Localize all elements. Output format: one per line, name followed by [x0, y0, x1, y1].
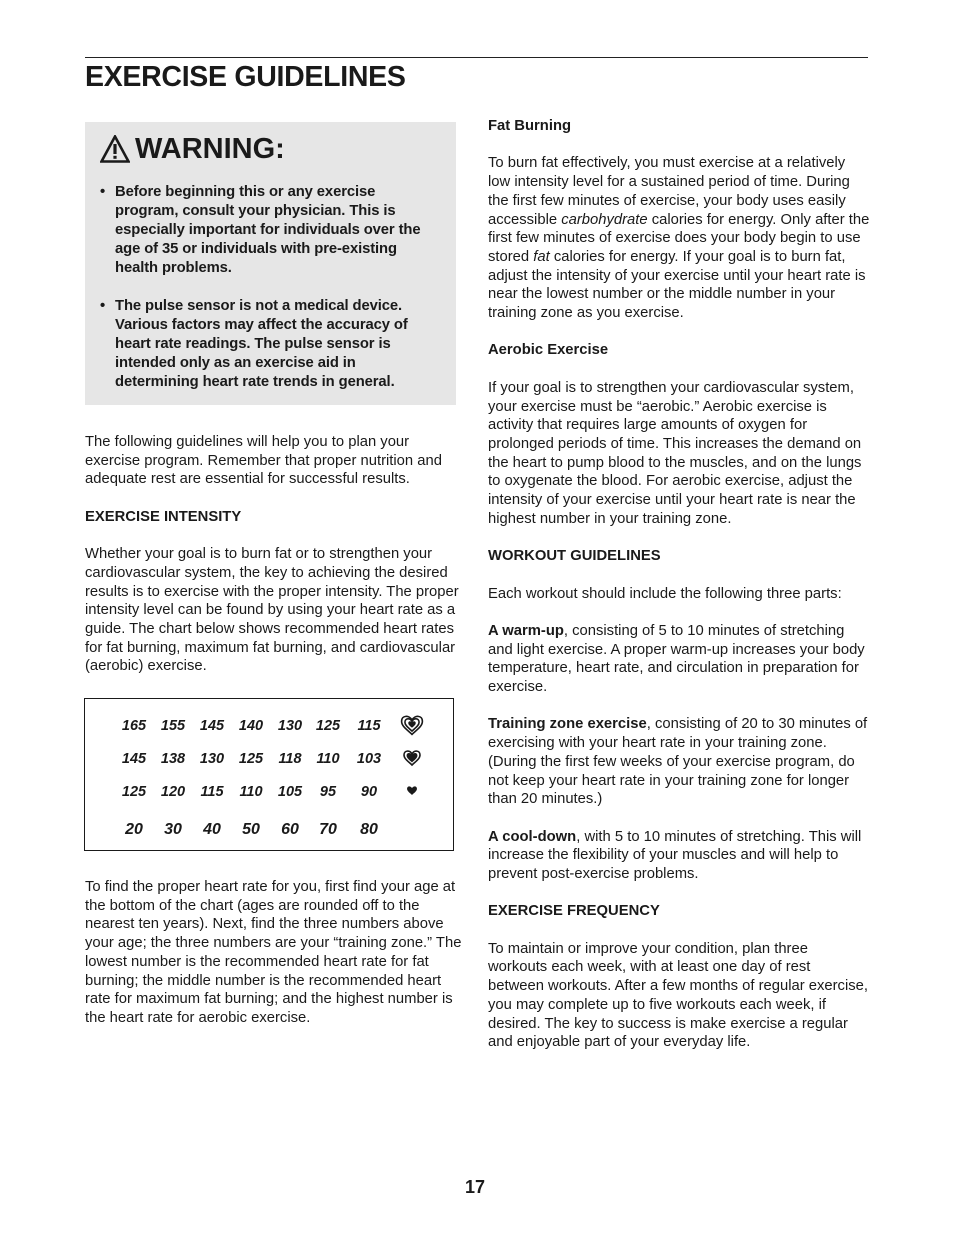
cooldown-text: , with 5 to 10 minutes of stretching. This will increase the flexibility of your muscles and will help to prevent post-exercise problems.	[488, 828, 862, 882]
heart-rate-value: 140	[238, 718, 264, 734]
left-column	[85, 122, 466, 676]
heart-rate-value: 125	[315, 718, 341, 734]
warning-header	[100, 133, 285, 165]
chart-explanation	[85, 878, 470, 1028]
heart-rate-value: 95	[319, 784, 337, 800]
warning-title: WARNING:	[135, 133, 285, 165]
heart-rate-value: 105	[277, 784, 303, 800]
heart-rate-value: 165	[121, 718, 147, 734]
heart-rate-value: 145	[199, 718, 225, 734]
workout-guidelines-heading: WORKOUT GUIDELINES	[488, 548, 661, 565]
exercise-intensity-heading: EXERCISE INTENSITY	[85, 508, 242, 525]
heart-rate-value: 145	[121, 751, 147, 767]
heart-small-icon	[407, 786, 417, 795]
heart-rate-chart-svg	[85, 699, 452, 849]
warmup-paragraph	[488, 622, 870, 697]
fat-burning-paragraph	[488, 154, 870, 322]
fat-text-1: To burn fat effectively, you must exercise at a relatively low intensity level for a sustained period of time. During the first few minutes of exercise, your body uses easily accessible	[488, 155, 850, 228]
heart-rate-value: 125	[238, 751, 264, 767]
warning-item	[100, 183, 440, 278]
training-zone-bold: Training zone exercise	[488, 716, 647, 733]
bullet: •	[100, 184, 106, 200]
exercise-frequency-paragraph: To maintain or improve your condition, plan three workouts each week, with at least one day of rest between workouts. After a few months of regular exercise, you may complete up to five workouts each week, if desired. The key to success is make exercise a regular and enjoyable part of your everyday life.	[488, 940, 868, 1051]
warning-item-text: Before beginning this or any exercise program, consult your physician. This is especially important for individuals over the age of 35 or individuals with pre-existing health problems.	[115, 184, 421, 276]
exercise-intensity-paragraph: Whether your goal is to burn fat or to strengthen your cardiovascular system, the key to achieving the desired results is to exercise with the proper intensity. The proper intensity level can be found by using your heart rate as a guide. The chart below shows recommended heart rates for fat burning, maximum fat burning, and cardiovascular (aerobic) exercise.	[85, 546, 459, 675]
page-title: EXERCISE GUIDELINES	[85, 61, 406, 93]
fat-em-carbohydrate: carbohydrate	[561, 211, 648, 228]
heart-rate-value: 138	[160, 751, 186, 767]
warning-item	[100, 297, 440, 392]
cooldown-paragraph	[488, 828, 870, 884]
heart-rate-value: 118	[278, 751, 302, 767]
heart-rate-value: 115	[200, 784, 224, 800]
warmup-text: , consisting of 5 to 10 minutes of stretching and light exercise. A proper warm-up increases your body temperature, heart rate, and circulation in preparation for exercise.	[488, 622, 865, 695]
heart-large-icon	[402, 716, 423, 734]
heart-rate-value: 90	[360, 784, 378, 800]
heart-rate-value: 130	[199, 751, 225, 767]
heart-rate-value: 125	[121, 784, 147, 800]
age-label: 70	[319, 821, 337, 838]
heart-rate-chart	[84, 698, 454, 851]
age-label: 30	[164, 821, 182, 838]
heart-rate-value: 115	[357, 718, 381, 734]
bullet: •	[100, 298, 106, 314]
age-label: 60	[281, 821, 299, 838]
heart-medium-icon	[404, 751, 420, 765]
aerobic-heading: Aerobic Exercise	[488, 342, 609, 359]
workout-intro: Each workout should include the following three parts:	[488, 585, 842, 602]
age-label: 20	[125, 821, 143, 838]
age-label: 40	[203, 821, 221, 838]
warning-item-text: The pulse sensor is not a medical device. Various factors may affect the accuracy of heart rate readings. The pulse sensor is intended only as an exercise aid in determining heart rate trends in general.	[115, 298, 408, 390]
age-label: 80	[360, 821, 378, 838]
heart-rate-value: 110	[239, 784, 263, 800]
warning-triangle-icon	[100, 135, 130, 163]
page-number: 17	[465, 1177, 486, 1197]
exercise-frequency-heading: EXERCISE FREQUENCY	[488, 903, 660, 920]
intro-paragraph: The following guidelines will help you to plan your exercise program. Remember that proper nutrition and adequate rest are essential for successful results.	[85, 434, 442, 488]
warmup-bold: A warm-up	[488, 622, 564, 639]
warning-list	[100, 183, 440, 411]
fat-burning-heading: Fat Burning	[488, 118, 572, 134]
heart-rate-value: 120	[160, 784, 186, 800]
right-column	[488, 117, 870, 1052]
fat-em-fat: fat	[533, 248, 550, 265]
fat-text-2: calories for energy. Only after the first few minutes of exercise does your body begin to use stored	[488, 211, 870, 265]
age-label: 50	[242, 821, 260, 838]
cooldown-bold: A cool-down	[488, 828, 577, 845]
warning-box	[85, 122, 456, 405]
heart-rate-value: 130	[277, 718, 303, 734]
heart-rate-value: 155	[160, 718, 186, 734]
chart-explanation-paragraph: To find the proper heart rate for you, first find your age at the bottom of the chart (ages are rounded off to the nearest ten years). Next, find the three numbers above your age; the three numbers are your “training zone.” The lowest number is the recommended heart rate for fat burning; the middle number is the recommended heart rate for maximum fat burning; and the highest number is the heart rate for aerobic exercise.	[85, 879, 462, 1026]
heart-rate-value: 110	[316, 751, 340, 767]
fat-text-3: calories for energy. If your goal is to burn fat, adjust the intensity of your exercise until your heart rate is near the lowest number or the middle number in your training zone as you exercise.	[488, 248, 866, 322]
training-zone-paragraph	[488, 715, 870, 809]
top-rule	[85, 57, 868, 58]
aerobic-paragraph: If your goal is to strengthen your cardiovascular system, your exercise must be “aerobic.” Aerobic exercise is activity that requires large amounts of oxygen for prolonged periods of time. This increases the demand on the heart to pump blood to the muscles, and on the lungs to oxygenate the blood. For aerobic exercise, adjust the intensity of your exercise until your heart rate is near the highest number in your training zone.	[488, 379, 862, 527]
training-zone-text: , consisting of 20 to 30 minutes of exercising with your heart rate in your training zone. (During the first few weeks of your exercise program, do not keep your heart rate in your training zone for longer than 20 minutes.)	[488, 716, 868, 808]
heart-rate-value: 103	[356, 751, 382, 767]
